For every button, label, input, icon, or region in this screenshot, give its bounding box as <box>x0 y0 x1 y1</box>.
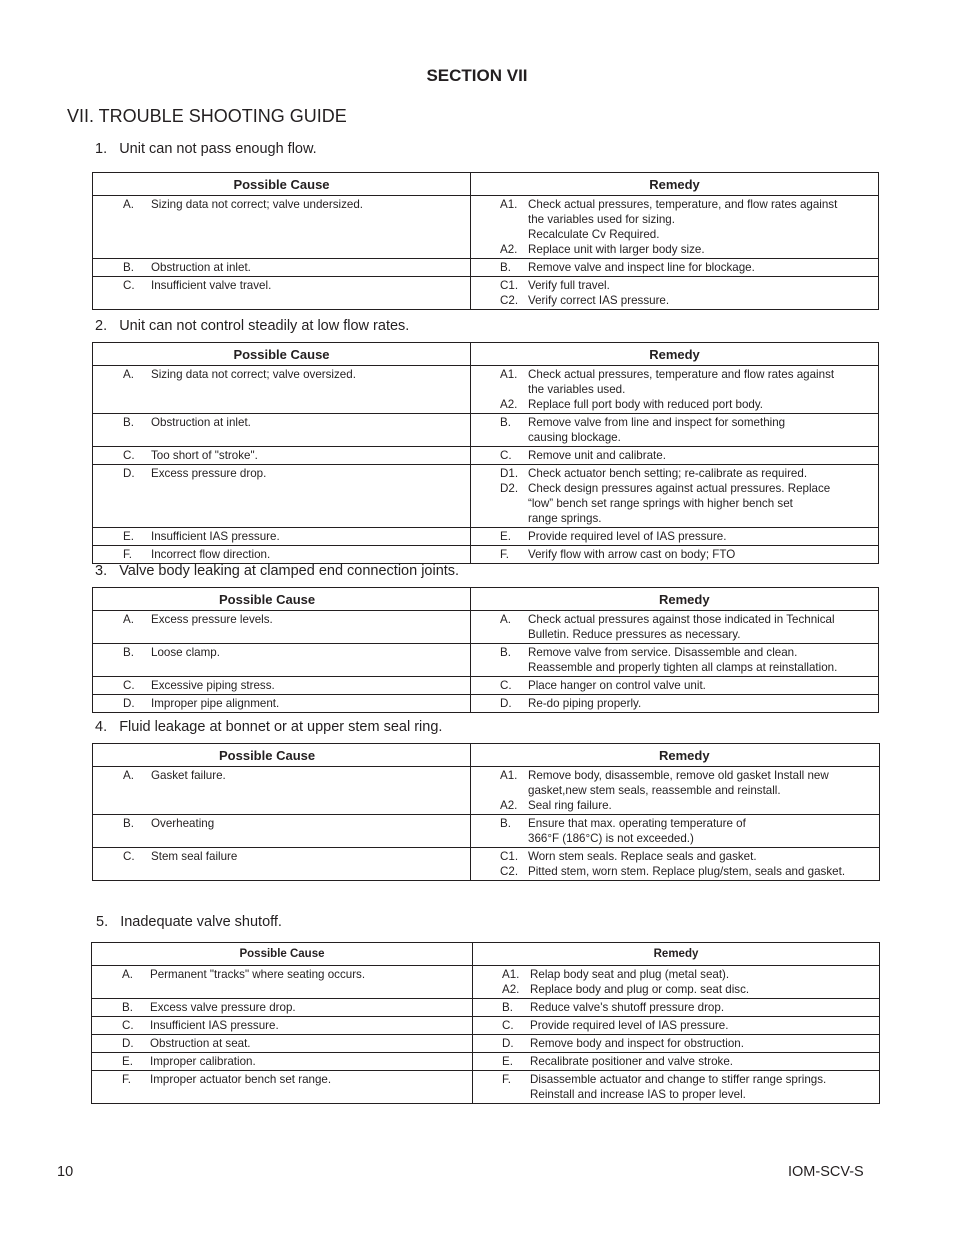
cause-cell <box>93 196 471 259</box>
table-row <box>93 848 880 881</box>
item-text: Sizing data not correct; valve oversized. <box>151 368 356 381</box>
remedy-line <box>471 864 879 879</box>
item-text: Obstruction at inlet. <box>151 416 251 429</box>
table-row <box>92 1071 880 1104</box>
item-label: B. <box>123 817 134 830</box>
remedy-cell <box>471 259 879 277</box>
remedy-line <box>471 678 878 693</box>
problem-2-table <box>92 342 879 564</box>
item-label: E. <box>122 1055 133 1068</box>
item-text: Verify flow with arrow cast on body; FTO <box>528 548 736 561</box>
item-label: A1. <box>500 769 518 782</box>
item-text: Seal ring failure. <box>528 799 612 812</box>
remedy-line <box>471 278 878 293</box>
item-text: Re-do piping properly. <box>528 697 642 710</box>
remedy-cell <box>471 447 879 465</box>
item-text: Worn stem seals. Replace seals and gasket. <box>528 850 757 863</box>
item-label: A. <box>123 613 134 626</box>
table-row <box>93 677 879 695</box>
item-text: Sizing data not correct; valve undersized. <box>151 198 364 211</box>
problem-4-heading <box>95 719 442 735</box>
item-text: Reduce valve's shutoff pressure drop. <box>530 1001 725 1014</box>
item-text: Check actuator bench setting; re-calibrate as required. <box>528 467 808 480</box>
item-text: Pitted stem, worn stem. Replace plug/stem, seals and gasket. <box>528 865 846 878</box>
item-label: B. <box>123 646 134 659</box>
item-text: Remove body and inspect for obstruction. <box>530 1037 744 1050</box>
item-label: B. <box>500 646 511 659</box>
item-label: A. <box>123 769 134 782</box>
item-text: Remove body, disassemble, remove old gasket Install new <box>528 769 829 782</box>
item-label: F. <box>502 1073 512 1086</box>
item-label <box>500 783 528 798</box>
problem-title: Valve body leaking at clamped end connection joints. <box>119 563 460 579</box>
cause-cell <box>92 999 473 1017</box>
item-text: Place hanger on control valve unit. <box>528 679 706 692</box>
item-text: Remove valve from service. Disassemble and clean. <box>528 646 798 659</box>
item-text: Gasket failure. <box>151 769 226 782</box>
problem-number: 2. <box>95 318 108 334</box>
item-label <box>500 660 528 675</box>
cause-cell <box>92 1071 473 1104</box>
problem-title: Unit can not control steadily at low flow rates. <box>119 318 410 334</box>
cause-cell <box>93 447 471 465</box>
remedy-header: Remedy <box>471 588 879 611</box>
remedy-line <box>471 227 878 242</box>
cause-line <box>93 260 470 275</box>
cause-cell <box>93 848 471 881</box>
table-row <box>93 366 879 414</box>
remedy-line <box>471 768 879 783</box>
remedy-line <box>471 197 878 212</box>
remedy-line <box>473 1036 879 1051</box>
section-heading: SECTION VII <box>426 66 528 85</box>
cause-line <box>93 678 470 693</box>
remedy-cell <box>471 767 880 815</box>
item-label: A. <box>123 198 134 211</box>
item-label: A. <box>122 968 133 981</box>
problem-title: Inadequate valve shutoff. <box>120 914 282 930</box>
item-label: B. <box>123 416 134 429</box>
remedy-line <box>471 798 879 813</box>
remedy-header: Remedy <box>471 744 880 767</box>
item-text: Disassemble actuator and change to stiffer range springs. <box>530 1073 827 1086</box>
item-text: Insufficient valve travel. <box>151 279 272 292</box>
item-text: Improper actuator bench set range. <box>150 1073 332 1086</box>
item-text: Check actual pressures, temperature, and flow rates against <box>528 198 838 211</box>
item-label <box>500 511 528 526</box>
item-text: Obstruction at inlet. <box>151 261 251 274</box>
cause-header: Possible Cause <box>93 343 471 366</box>
item-label: C. <box>502 1019 514 1032</box>
remedy-line <box>471 293 878 308</box>
item-label <box>500 227 528 242</box>
item-text: Insufficient IAS pressure. <box>150 1019 279 1032</box>
remedy-line <box>471 496 878 511</box>
item-label: C. <box>123 449 135 462</box>
item-label <box>500 627 528 642</box>
cause-cell <box>93 546 471 564</box>
cause-line <box>93 816 470 831</box>
item-text: Excess valve pressure drop. <box>150 1001 296 1014</box>
remedy-cell <box>471 644 879 677</box>
item-label: C1. <box>500 279 519 292</box>
item-label: A1. <box>500 368 518 381</box>
item-label: B. <box>500 416 511 429</box>
item-label: F. <box>500 548 510 561</box>
remedy-line <box>471 529 878 544</box>
item-text: Check actual pressures, temperature and flow rates against <box>528 368 835 381</box>
item-label <box>500 496 528 511</box>
remedy-line <box>471 816 879 831</box>
table-row <box>93 815 880 848</box>
cause-line <box>93 645 470 660</box>
item-label: E. <box>502 1055 513 1068</box>
remedy-cell <box>473 966 880 999</box>
cause-cell <box>93 815 471 848</box>
item-text: Verify correct IAS pressure. <box>528 294 670 307</box>
cause-header: Possible Cause <box>92 943 473 966</box>
table-row <box>93 695 879 713</box>
remedy-cell <box>471 366 879 414</box>
item-label: C. <box>123 850 135 863</box>
item-text: Replace unit with larger body size. <box>528 243 705 256</box>
remedy-cell <box>471 465 879 528</box>
page-number: 10 <box>57 1164 74 1180</box>
problem-number: 4. <box>95 719 108 735</box>
remedy-cell <box>471 815 880 848</box>
item-label: F. <box>122 1073 132 1086</box>
item-label: E. <box>123 530 134 543</box>
item-label: A. <box>123 368 134 381</box>
table-row <box>92 1053 880 1071</box>
cause-cell <box>92 1017 473 1035</box>
item-label: B. <box>122 1001 133 1014</box>
cause-line <box>93 529 470 544</box>
item-text: Reinstall and increase IAS to proper level. <box>530 1088 746 1101</box>
item-label: A1. <box>500 198 518 211</box>
remedy-line <box>471 397 878 412</box>
problem-5-heading <box>96 914 282 930</box>
item-text: Obstruction at seat. <box>150 1037 251 1050</box>
remedy-cell <box>471 848 880 881</box>
item-label: A1. <box>502 968 520 981</box>
remedy-line <box>471 645 878 660</box>
remedy-line <box>471 448 878 463</box>
item-text: 366°F (186°C) is not exceeded.) <box>528 832 694 845</box>
item-label: C. <box>500 449 512 462</box>
remedy-header: Remedy <box>471 173 879 196</box>
cause-line <box>93 547 470 562</box>
remedy-line <box>471 660 878 675</box>
problem-1-table <box>92 172 879 310</box>
remedy-cell <box>473 1053 880 1071</box>
cause-line <box>92 1018 472 1033</box>
remedy-line <box>471 627 878 642</box>
problem-title: Unit can not pass enough flow. <box>119 141 317 157</box>
remedy-cell <box>471 695 879 713</box>
remedy-header: Remedy <box>473 943 880 966</box>
item-text: Check design pressures against actual pressures. Replace <box>528 482 831 495</box>
cause-cell <box>93 414 471 447</box>
problem-number: 3. <box>95 563 108 579</box>
remedy-line <box>471 382 878 397</box>
remedy-line <box>471 547 878 562</box>
item-text: Improper pipe alignment. <box>151 697 280 710</box>
cause-line <box>93 278 470 293</box>
item-text: Remove valve and inspect line for blockage. <box>528 261 755 274</box>
document-code: IOM-SCV-S <box>788 1164 864 1180</box>
remedy-line <box>471 430 878 445</box>
table-row <box>93 196 879 259</box>
remedy-line <box>471 466 878 481</box>
remedy-line <box>473 1072 879 1087</box>
table-row <box>92 1035 880 1053</box>
item-label: A2. <box>502 983 520 996</box>
cause-cell <box>92 1035 473 1053</box>
remedy-line <box>473 1087 879 1102</box>
table-row <box>93 277 879 310</box>
item-text: Verify full travel. <box>528 279 610 292</box>
remedy-line <box>471 511 878 526</box>
cause-cell <box>93 767 471 815</box>
item-label: A. <box>500 613 511 626</box>
item-label: C2. <box>500 865 519 878</box>
remedy-line <box>471 831 879 846</box>
remedy-cell <box>471 611 879 644</box>
item-label: D. <box>122 1037 134 1050</box>
item-text: the variables used for sizing. <box>528 213 675 226</box>
remedy-line <box>471 696 878 711</box>
cause-line <box>92 1072 472 1087</box>
item-text: Bulletin. Reduce pressures as necessary. <box>528 628 741 641</box>
cause-cell <box>92 966 473 999</box>
problem-4-table <box>92 743 880 881</box>
problem-number: 1. <box>95 141 108 157</box>
remedy-line <box>471 367 878 382</box>
remedy-line <box>471 849 879 864</box>
cause-line <box>93 696 470 711</box>
item-text: Improper calibration. <box>150 1055 256 1068</box>
problem-title: Fluid leakage at bonnet or at upper stem seal ring. <box>119 719 443 735</box>
item-text: Excessive piping stress. <box>151 679 275 692</box>
item-label: D. <box>502 1037 514 1050</box>
item-text: Replace body and plug or comp. seat disc. <box>530 983 750 996</box>
table-row <box>92 966 880 999</box>
remedy-line <box>471 612 878 627</box>
item-text: Recalibrate positioner and valve stroke. <box>530 1055 733 1068</box>
item-text: causing blockage. <box>528 431 621 444</box>
cause-header: Possible Cause <box>93 744 471 767</box>
item-label: D2. <box>500 482 519 495</box>
item-label: C. <box>500 679 512 692</box>
remedy-line <box>471 260 878 275</box>
cause-line <box>93 415 470 430</box>
cause-line <box>92 1000 472 1015</box>
item-label <box>500 430 528 445</box>
item-label: B. <box>123 261 134 274</box>
item-text: Loose clamp. <box>151 646 220 659</box>
cause-line <box>93 448 470 463</box>
item-label: E. <box>500 530 511 543</box>
item-text: Overheating <box>151 817 215 830</box>
cause-line <box>93 367 470 382</box>
table-row <box>93 528 879 546</box>
problem-5-table <box>91 942 880 1104</box>
item-label <box>500 382 528 397</box>
problem-3-table <box>92 587 879 713</box>
cause-header: Possible Cause <box>93 588 471 611</box>
cause-cell <box>93 644 471 677</box>
table-row <box>93 414 879 447</box>
item-text: Relap body seat and plug (metal seat). <box>530 968 730 981</box>
table-row <box>93 767 880 815</box>
cause-cell <box>93 259 471 277</box>
remedy-line <box>473 967 879 982</box>
item-text: Remove unit and calibrate. <box>528 449 666 462</box>
item-label: F. <box>123 548 133 561</box>
cause-cell <box>93 277 471 310</box>
item-text: Permanent "tracks" where seating occurs. <box>150 968 366 981</box>
remedy-cell <box>471 546 879 564</box>
item-text: Replace full port body with reduced port body. <box>528 398 764 411</box>
remedy-cell <box>471 196 879 259</box>
table-row <box>93 259 879 277</box>
remedy-cell <box>473 1017 880 1035</box>
remedy-line <box>473 1000 879 1015</box>
item-text: Stem seal failure <box>151 850 238 863</box>
table-row <box>93 546 879 564</box>
remedy-cell <box>471 677 879 695</box>
table-row <box>93 465 879 528</box>
item-label: D1. <box>500 467 519 480</box>
remedy-line <box>473 1054 879 1069</box>
guide-title: VII. TROUBLE SHOOTING GUIDE <box>67 106 347 126</box>
item-text: Insufficient IAS pressure. <box>151 530 280 543</box>
item-text: Remove valve from line and inspect for something <box>528 416 786 429</box>
cause-cell <box>93 366 471 414</box>
item-label: C. <box>122 1019 134 1032</box>
cause-cell <box>92 1053 473 1071</box>
item-text: the variables used. <box>528 383 626 396</box>
item-text: “low” bench set range springs with higher bench set <box>528 497 793 510</box>
item-text: Ensure that max. operating temperature of <box>528 817 746 830</box>
item-text: Recalculate Cv Required. <box>528 228 660 241</box>
remedy-cell <box>471 277 879 310</box>
cause-line <box>93 197 470 212</box>
item-label <box>500 831 528 846</box>
item-text: gasket,new stem seals, reassemble and reinstall. <box>528 784 781 797</box>
item-label: D. <box>123 697 135 710</box>
remedy-line <box>473 982 879 997</box>
remedy-cell <box>473 999 880 1017</box>
cause-cell <box>93 465 471 528</box>
item-label: C1. <box>500 850 519 863</box>
cause-line <box>92 1054 472 1069</box>
cause-cell <box>93 695 471 713</box>
cause-line <box>93 768 470 783</box>
cause-line <box>93 849 470 864</box>
item-text: Too short of "stroke". <box>151 449 258 462</box>
problem-1-heading <box>95 141 317 157</box>
remedy-line <box>471 212 878 227</box>
item-text: Excess pressure levels. <box>151 613 273 626</box>
item-label: B. <box>500 817 511 830</box>
item-label: A2. <box>500 398 518 411</box>
item-text: Reassemble and properly tighten all clamps at reinstallation. <box>528 661 838 674</box>
item-label: D. <box>123 467 135 480</box>
cause-line <box>93 612 470 627</box>
cause-header: Possible Cause <box>93 173 471 196</box>
item-label: C2. <box>500 294 519 307</box>
remedy-line <box>473 1018 879 1033</box>
item-text: Provide required level of IAS pressure. <box>530 1019 729 1032</box>
remedy-header: Remedy <box>471 343 879 366</box>
item-text: range springs. <box>528 512 602 525</box>
remedy-cell <box>471 528 879 546</box>
item-text: Incorrect flow direction. <box>151 548 271 561</box>
cause-line <box>92 1036 472 1051</box>
cause-line <box>92 967 472 982</box>
remedy-line <box>471 783 879 798</box>
remedy-line <box>471 481 878 496</box>
item-text: Provide required level of IAS pressure. <box>528 530 727 543</box>
item-label: B. <box>502 1001 513 1014</box>
item-label: B. <box>500 261 511 274</box>
item-label <box>500 212 528 227</box>
table-row <box>93 644 879 677</box>
item-label <box>502 1087 530 1102</box>
table-row <box>92 999 880 1017</box>
item-label: C. <box>123 279 135 292</box>
item-text: Check actual pressures against those indicated in Technical <box>528 613 835 626</box>
item-label: A2. <box>500 243 518 256</box>
remedy-cell <box>473 1035 880 1053</box>
remedy-line <box>471 415 878 430</box>
remedy-cell <box>473 1071 880 1104</box>
item-label: D. <box>500 697 512 710</box>
cause-line <box>93 466 470 481</box>
item-label: C. <box>123 679 135 692</box>
remedy-cell <box>471 414 879 447</box>
remedy-line <box>471 242 878 257</box>
cause-cell <box>93 528 471 546</box>
item-label: A2. <box>500 799 518 812</box>
table-row <box>92 1017 880 1035</box>
table-row <box>93 447 879 465</box>
cause-cell <box>93 677 471 695</box>
problem-number: 5. <box>96 914 109 930</box>
table-row <box>93 611 879 644</box>
cause-cell <box>93 611 471 644</box>
problem-3-heading <box>95 563 459 579</box>
problem-2-heading <box>95 318 409 334</box>
item-text: Excess pressure drop. <box>151 467 267 480</box>
